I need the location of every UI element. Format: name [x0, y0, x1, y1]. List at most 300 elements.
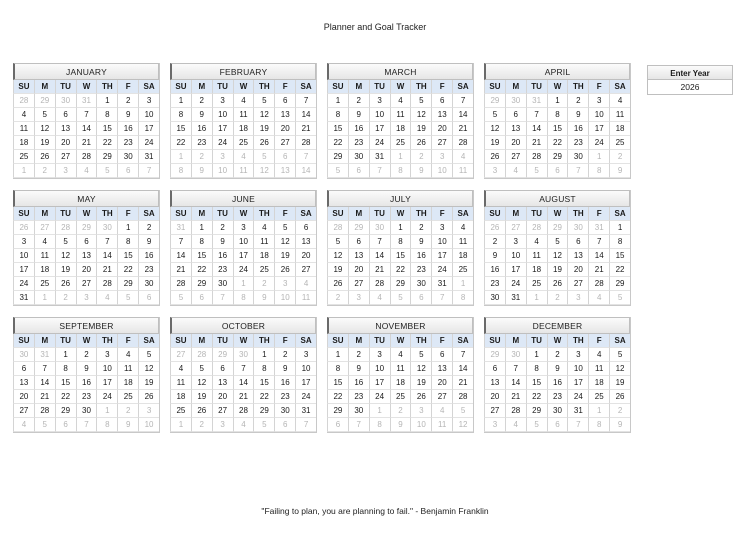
- day-cell[interactable]: 15: [191, 249, 212, 263]
- day-cell[interactable]: 28: [452, 136, 473, 150]
- day-cell[interactable]: 5: [410, 348, 431, 362]
- day-cell[interactable]: 10: [431, 235, 452, 249]
- day-cell[interactable]: 30: [212, 277, 233, 291]
- day-cell[interactable]: 18: [609, 122, 630, 136]
- day-cell-adjacent[interactable]: 27: [505, 221, 526, 235]
- day-cell[interactable]: 31: [138, 150, 159, 164]
- day-cell[interactable]: 27: [13, 404, 34, 418]
- day-cell[interactable]: 14: [505, 376, 526, 390]
- day-cell[interactable]: 17: [138, 122, 159, 136]
- day-cell[interactable]: 9: [212, 235, 233, 249]
- day-cell-adjacent[interactable]: 4: [295, 277, 316, 291]
- day-cell-adjacent[interactable]: 9: [609, 164, 630, 178]
- day-cell-adjacent[interactable]: 13: [274, 164, 295, 178]
- day-cell[interactable]: 27: [567, 277, 588, 291]
- day-cell[interactable]: 13: [295, 235, 316, 249]
- day-cell[interactable]: 7: [452, 94, 473, 108]
- day-cell[interactable]: 11: [588, 362, 609, 376]
- day-cell[interactable]: 23: [212, 263, 233, 277]
- day-cell-adjacent[interactable]: 30: [55, 94, 76, 108]
- day-cell-adjacent[interactable]: 5: [253, 150, 274, 164]
- day-cell-adjacent[interactable]: 8: [233, 291, 254, 305]
- day-cell[interactable]: 4: [253, 221, 274, 235]
- day-cell[interactable]: 1: [96, 94, 117, 108]
- day-cell[interactable]: 4: [588, 348, 609, 362]
- day-cell[interactable]: 10: [138, 108, 159, 122]
- day-cell[interactable]: 5: [484, 108, 505, 122]
- day-cell-adjacent[interactable]: 9: [609, 418, 630, 432]
- day-cell-adjacent[interactable]: 4: [505, 418, 526, 432]
- day-cell-adjacent[interactable]: 6: [327, 418, 348, 432]
- day-cell[interactable]: 29: [609, 277, 630, 291]
- day-cell[interactable]: 19: [253, 122, 274, 136]
- day-cell[interactable]: 26: [55, 277, 76, 291]
- day-cell[interactable]: 7: [526, 108, 547, 122]
- day-cell[interactable]: 1: [327, 348, 348, 362]
- day-cell[interactable]: 1: [327, 94, 348, 108]
- day-cell[interactable]: 6: [13, 362, 34, 376]
- day-cell[interactable]: 25: [390, 390, 411, 404]
- day-cell[interactable]: 4: [452, 221, 473, 235]
- day-cell[interactable]: 16: [138, 249, 159, 263]
- day-cell[interactable]: 12: [484, 122, 505, 136]
- day-cell[interactable]: 30: [76, 404, 97, 418]
- day-cell-adjacent[interactable]: 1: [170, 418, 191, 432]
- day-cell[interactable]: 3: [212, 94, 233, 108]
- day-cell[interactable]: 2: [348, 94, 369, 108]
- day-cell-adjacent[interactable]: 2: [117, 404, 138, 418]
- day-cell-adjacent[interactable]: 10: [431, 164, 452, 178]
- day-cell[interactable]: 4: [34, 235, 55, 249]
- day-cell-adjacent[interactable]: 6: [55, 418, 76, 432]
- day-cell-adjacent[interactable]: 1: [588, 404, 609, 418]
- day-cell[interactable]: 27: [348, 277, 369, 291]
- day-cell[interactable]: 20: [505, 136, 526, 150]
- day-cell-adjacent[interactable]: 1: [452, 277, 473, 291]
- day-cell[interactable]: 2: [138, 221, 159, 235]
- day-cell[interactable]: 8: [526, 362, 547, 376]
- day-cell[interactable]: 12: [138, 362, 159, 376]
- day-cell[interactable]: 24: [505, 277, 526, 291]
- day-cell[interactable]: 5: [410, 94, 431, 108]
- day-cell[interactable]: 16: [348, 376, 369, 390]
- day-cell[interactable]: 30: [547, 404, 568, 418]
- day-cell[interactable]: 26: [253, 136, 274, 150]
- day-cell-adjacent[interactable]: 2: [191, 150, 212, 164]
- day-cell[interactable]: 21: [369, 263, 390, 277]
- day-cell[interactable]: 7: [588, 235, 609, 249]
- day-cell[interactable]: 22: [526, 390, 547, 404]
- day-cell[interactable]: 9: [274, 362, 295, 376]
- day-cell-adjacent[interactable]: 31: [588, 221, 609, 235]
- day-cell[interactable]: 18: [170, 390, 191, 404]
- day-cell-adjacent[interactable]: 29: [547, 221, 568, 235]
- day-cell[interactable]: 23: [410, 263, 431, 277]
- day-cell[interactable]: 5: [191, 362, 212, 376]
- day-cell[interactable]: 27: [55, 150, 76, 164]
- day-cell[interactable]: 2: [212, 221, 233, 235]
- day-cell[interactable]: 15: [55, 376, 76, 390]
- day-cell[interactable]: 29: [547, 150, 568, 164]
- day-cell-adjacent[interactable]: 31: [76, 94, 97, 108]
- day-cell[interactable]: 10: [295, 362, 316, 376]
- day-cell[interactable]: 14: [369, 249, 390, 263]
- day-cell[interactable]: 24: [96, 390, 117, 404]
- day-cell[interactable]: 4: [170, 362, 191, 376]
- day-cell-adjacent[interactable]: 12: [253, 164, 274, 178]
- day-cell[interactable]: 1: [55, 348, 76, 362]
- day-cell-adjacent[interactable]: 2: [191, 418, 212, 432]
- day-cell-adjacent[interactable]: 5: [609, 291, 630, 305]
- day-cell[interactable]: 24: [431, 263, 452, 277]
- day-cell[interactable]: 3: [505, 235, 526, 249]
- day-cell-adjacent[interactable]: 7: [295, 150, 316, 164]
- day-cell[interactable]: 1: [390, 221, 411, 235]
- day-cell[interactable]: 9: [117, 108, 138, 122]
- day-cell[interactable]: 12: [410, 108, 431, 122]
- day-cell[interactable]: 13: [348, 249, 369, 263]
- day-cell[interactable]: 13: [431, 108, 452, 122]
- day-cell[interactable]: 22: [609, 263, 630, 277]
- day-cell-adjacent[interactable]: 10: [274, 291, 295, 305]
- day-cell[interactable]: 27: [274, 136, 295, 150]
- day-cell-adjacent[interactable]: 3: [567, 291, 588, 305]
- day-cell[interactable]: 22: [117, 263, 138, 277]
- day-cell[interactable]: 14: [76, 122, 97, 136]
- day-cell[interactable]: 14: [170, 249, 191, 263]
- day-cell[interactable]: 17: [96, 376, 117, 390]
- day-cell-adjacent[interactable]: 28: [191, 348, 212, 362]
- day-cell-adjacent[interactable]: 7: [76, 418, 97, 432]
- day-cell-adjacent[interactable]: 4: [76, 164, 97, 178]
- day-cell[interactable]: 24: [212, 136, 233, 150]
- day-cell[interactable]: 8: [390, 235, 411, 249]
- day-cell-adjacent[interactable]: 26: [484, 221, 505, 235]
- day-cell[interactable]: 6: [431, 94, 452, 108]
- day-cell[interactable]: 9: [138, 235, 159, 249]
- day-cell-adjacent[interactable]: 29: [484, 94, 505, 108]
- day-cell[interactable]: 6: [567, 235, 588, 249]
- day-cell[interactable]: 15: [327, 122, 348, 136]
- day-cell-adjacent[interactable]: 8: [588, 418, 609, 432]
- day-cell[interactable]: 11: [390, 108, 411, 122]
- day-cell[interactable]: 11: [13, 122, 34, 136]
- day-cell[interactable]: 8: [191, 235, 212, 249]
- day-cell-adjacent[interactable]: 6: [410, 291, 431, 305]
- day-cell[interactable]: 19: [191, 390, 212, 404]
- day-cell[interactable]: 20: [55, 136, 76, 150]
- day-cell[interactable]: 20: [295, 249, 316, 263]
- day-cell[interactable]: 3: [369, 94, 390, 108]
- day-cell-adjacent[interactable]: 29: [34, 94, 55, 108]
- day-cell[interactable]: 18: [34, 263, 55, 277]
- day-cell-adjacent[interactable]: 4: [505, 164, 526, 178]
- day-cell-adjacent[interactable]: 28: [13, 94, 34, 108]
- day-cell[interactable]: 28: [526, 150, 547, 164]
- day-cell[interactable]: 19: [410, 376, 431, 390]
- day-cell[interactable]: 20: [567, 263, 588, 277]
- day-cell-adjacent[interactable]: 7: [212, 291, 233, 305]
- day-cell[interactable]: 12: [547, 249, 568, 263]
- day-cell[interactable]: 2: [547, 348, 568, 362]
- day-cell[interactable]: 24: [588, 136, 609, 150]
- day-cell-adjacent[interactable]: 4: [431, 404, 452, 418]
- day-cell[interactable]: 8: [170, 108, 191, 122]
- day-cell[interactable]: 24: [369, 136, 390, 150]
- day-cell-adjacent[interactable]: 1: [233, 277, 254, 291]
- day-cell[interactable]: 22: [327, 390, 348, 404]
- day-cell-adjacent[interactable]: 9: [390, 418, 411, 432]
- day-cell[interactable]: 23: [567, 136, 588, 150]
- day-cell-adjacent[interactable]: 27: [170, 348, 191, 362]
- day-cell[interactable]: 20: [348, 263, 369, 277]
- day-cell[interactable]: 2: [348, 348, 369, 362]
- day-cell[interactable]: 20: [431, 122, 452, 136]
- day-cell-adjacent[interactable]: 1: [170, 150, 191, 164]
- day-cell[interactable]: 13: [76, 249, 97, 263]
- day-cell-adjacent[interactable]: 6: [191, 291, 212, 305]
- day-cell[interactable]: 19: [484, 136, 505, 150]
- day-cell[interactable]: 13: [431, 362, 452, 376]
- day-cell[interactable]: 7: [295, 94, 316, 108]
- day-cell[interactable]: 23: [484, 277, 505, 291]
- day-cell-adjacent[interactable]: 1: [369, 404, 390, 418]
- day-cell[interactable]: 10: [567, 362, 588, 376]
- day-cell[interactable]: 5: [327, 235, 348, 249]
- day-cell-adjacent[interactable]: 30: [567, 221, 588, 235]
- day-cell[interactable]: 19: [34, 136, 55, 150]
- day-cell[interactable]: 14: [588, 249, 609, 263]
- day-cell[interactable]: 5: [274, 221, 295, 235]
- day-cell[interactable]: 15: [96, 122, 117, 136]
- day-cell[interactable]: 31: [369, 150, 390, 164]
- day-cell-adjacent[interactable]: 1: [96, 404, 117, 418]
- day-cell[interactable]: 4: [609, 94, 630, 108]
- day-cell[interactable]: 6: [505, 108, 526, 122]
- day-cell[interactable]: 22: [390, 263, 411, 277]
- day-cell[interactable]: 28: [76, 150, 97, 164]
- day-cell[interactable]: 1: [191, 221, 212, 235]
- day-cell[interactable]: 2: [484, 235, 505, 249]
- day-cell-adjacent[interactable]: 29: [76, 221, 97, 235]
- day-cell[interactable]: 10: [212, 108, 233, 122]
- day-cell[interactable]: 25: [609, 136, 630, 150]
- day-cell[interactable]: 30: [138, 277, 159, 291]
- day-cell[interactable]: 7: [505, 362, 526, 376]
- day-cell[interactable]: 18: [253, 249, 274, 263]
- day-cell[interactable]: 29: [390, 277, 411, 291]
- day-cell[interactable]: 12: [34, 122, 55, 136]
- day-cell-adjacent[interactable]: 5: [170, 291, 191, 305]
- day-cell[interactable]: 24: [13, 277, 34, 291]
- day-cell[interactable]: 21: [295, 122, 316, 136]
- day-cell[interactable]: 5: [547, 235, 568, 249]
- day-cell[interactable]: 6: [55, 108, 76, 122]
- day-cell[interactable]: 14: [96, 249, 117, 263]
- day-cell-adjacent[interactable]: 1: [13, 164, 34, 178]
- day-cell[interactable]: 23: [191, 136, 212, 150]
- day-cell-adjacent[interactable]: 1: [34, 291, 55, 305]
- day-cell-adjacent[interactable]: 8: [96, 418, 117, 432]
- day-cell[interactable]: 17: [588, 122, 609, 136]
- day-cell[interactable]: 20: [13, 390, 34, 404]
- day-cell[interactable]: 13: [212, 376, 233, 390]
- day-cell[interactable]: 29: [191, 277, 212, 291]
- day-cell-adjacent[interactable]: 2: [390, 404, 411, 418]
- day-cell[interactable]: 25: [117, 390, 138, 404]
- day-cell[interactable]: 7: [233, 362, 254, 376]
- day-cell[interactable]: 10: [588, 108, 609, 122]
- day-cell[interactable]: 21: [170, 263, 191, 277]
- day-cell-adjacent[interactable]: 9: [410, 164, 431, 178]
- day-cell-adjacent[interactable]: 1: [526, 291, 547, 305]
- day-cell[interactable]: 11: [452, 235, 473, 249]
- day-cell[interactable]: 1: [609, 221, 630, 235]
- day-cell[interactable]: 7: [170, 235, 191, 249]
- day-cell[interactable]: 11: [390, 362, 411, 376]
- day-cell-adjacent[interactable]: 3: [484, 164, 505, 178]
- day-cell[interactable]: 3: [369, 348, 390, 362]
- day-cell[interactable]: 18: [390, 122, 411, 136]
- day-cell[interactable]: 31: [505, 291, 526, 305]
- day-cell[interactable]: 27: [431, 390, 452, 404]
- day-cell[interactable]: 19: [609, 376, 630, 390]
- day-cell-adjacent[interactable]: 28: [55, 221, 76, 235]
- day-cell-adjacent[interactable]: 6: [274, 418, 295, 432]
- day-cell[interactable]: 1: [117, 221, 138, 235]
- day-cell-adjacent[interactable]: 30: [13, 348, 34, 362]
- day-cell[interactable]: 18: [117, 376, 138, 390]
- day-cell[interactable]: 30: [274, 404, 295, 418]
- day-cell[interactable]: 20: [484, 390, 505, 404]
- day-cell-adjacent[interactable]: 1: [390, 150, 411, 164]
- day-cell-adjacent[interactable]: 4: [13, 418, 34, 432]
- day-cell[interactable]: 29: [526, 404, 547, 418]
- day-cell[interactable]: 7: [369, 235, 390, 249]
- day-cell-adjacent[interactable]: 3: [55, 164, 76, 178]
- day-cell[interactable]: 9: [191, 108, 212, 122]
- day-cell[interactable]: 8: [547, 108, 568, 122]
- day-cell[interactable]: 29: [55, 404, 76, 418]
- day-cell-adjacent[interactable]: 7: [348, 418, 369, 432]
- day-cell[interactable]: 20: [76, 263, 97, 277]
- day-cell[interactable]: 11: [233, 108, 254, 122]
- day-cell-adjacent[interactable]: 2: [609, 150, 630, 164]
- day-cell-adjacent[interactable]: 7: [295, 418, 316, 432]
- day-cell[interactable]: 7: [34, 362, 55, 376]
- day-cell-adjacent[interactable]: 29: [348, 221, 369, 235]
- day-cell[interactable]: 11: [117, 362, 138, 376]
- day-cell[interactable]: 30: [117, 150, 138, 164]
- day-cell-adjacent[interactable]: 30: [369, 221, 390, 235]
- day-cell-adjacent[interactable]: 5: [526, 164, 547, 178]
- day-cell[interactable]: 2: [76, 348, 97, 362]
- day-cell[interactable]: 17: [233, 249, 254, 263]
- day-cell-adjacent[interactable]: 2: [609, 404, 630, 418]
- day-cell[interactable]: 31: [431, 277, 452, 291]
- day-cell[interactable]: 3: [13, 235, 34, 249]
- day-cell-adjacent[interactable]: 4: [452, 150, 473, 164]
- day-cell[interactable]: 26: [191, 404, 212, 418]
- day-cell[interactable]: 9: [567, 108, 588, 122]
- day-cell[interactable]: 4: [390, 94, 411, 108]
- day-cell[interactable]: 30: [348, 150, 369, 164]
- day-cell[interactable]: 30: [567, 150, 588, 164]
- day-cell-adjacent[interactable]: 4: [369, 291, 390, 305]
- day-cell[interactable]: 19: [410, 122, 431, 136]
- day-cell[interactable]: 25: [390, 136, 411, 150]
- day-cell[interactable]: 27: [431, 136, 452, 150]
- day-cell[interactable]: 28: [369, 277, 390, 291]
- day-cell-adjacent[interactable]: 11: [295, 291, 316, 305]
- day-cell[interactable]: 20: [431, 376, 452, 390]
- day-cell[interactable]: 22: [55, 390, 76, 404]
- day-cell[interactable]: 16: [191, 122, 212, 136]
- day-cell[interactable]: 28: [34, 404, 55, 418]
- day-cell[interactable]: 18: [13, 136, 34, 150]
- day-cell[interactable]: 16: [117, 122, 138, 136]
- day-cell[interactable]: 31: [567, 404, 588, 418]
- day-cell[interactable]: 28: [452, 390, 473, 404]
- day-cell[interactable]: 16: [212, 249, 233, 263]
- day-cell-adjacent[interactable]: 4: [588, 291, 609, 305]
- day-cell[interactable]: 25: [452, 263, 473, 277]
- day-cell-adjacent[interactable]: 5: [34, 418, 55, 432]
- day-cell[interactable]: 8: [117, 235, 138, 249]
- day-cell[interactable]: 21: [96, 263, 117, 277]
- day-cell-adjacent[interactable]: 10: [138, 418, 159, 432]
- day-cell[interactable]: 8: [96, 108, 117, 122]
- day-cell-adjacent[interactable]: 12: [452, 418, 473, 432]
- day-cell[interactable]: 16: [348, 122, 369, 136]
- day-cell[interactable]: 18: [390, 376, 411, 390]
- day-cell-adjacent[interactable]: 2: [55, 291, 76, 305]
- day-cell[interactable]: 14: [233, 376, 254, 390]
- day-cell-adjacent[interactable]: 9: [253, 291, 274, 305]
- day-cell[interactable]: 3: [295, 348, 316, 362]
- day-cell-adjacent[interactable]: 3: [76, 291, 97, 305]
- day-cell[interactable]: 15: [117, 249, 138, 263]
- day-cell[interactable]: 23: [547, 390, 568, 404]
- day-cell-adjacent[interactable]: 2: [34, 164, 55, 178]
- day-cell[interactable]: 18: [452, 249, 473, 263]
- day-cell[interactable]: 10: [369, 108, 390, 122]
- day-cell[interactable]: 9: [348, 362, 369, 376]
- day-cell[interactable]: 22: [96, 136, 117, 150]
- day-cell[interactable]: 24: [369, 390, 390, 404]
- day-cell[interactable]: 27: [295, 263, 316, 277]
- day-cell-adjacent[interactable]: 7: [138, 164, 159, 178]
- day-cell[interactable]: 9: [76, 362, 97, 376]
- day-cell[interactable]: 21: [452, 376, 473, 390]
- day-cell-adjacent[interactable]: 6: [547, 164, 568, 178]
- day-cell[interactable]: 10: [369, 362, 390, 376]
- day-cell[interactable]: 10: [13, 249, 34, 263]
- day-cell[interactable]: 11: [609, 108, 630, 122]
- day-cell-adjacent[interactable]: 30: [96, 221, 117, 235]
- day-cell-adjacent[interactable]: 3: [212, 150, 233, 164]
- day-cell-adjacent[interactable]: 8: [369, 418, 390, 432]
- day-cell[interactable]: 4: [233, 94, 254, 108]
- day-cell-adjacent[interactable]: 27: [34, 221, 55, 235]
- day-cell-adjacent[interactable]: 3: [431, 150, 452, 164]
- day-cell[interactable]: 18: [526, 263, 547, 277]
- day-cell-adjacent[interactable]: 8: [588, 164, 609, 178]
- day-cell[interactable]: 13: [13, 376, 34, 390]
- day-cell[interactable]: 17: [369, 122, 390, 136]
- day-cell[interactable]: 10: [96, 362, 117, 376]
- day-cell[interactable]: 9: [410, 235, 431, 249]
